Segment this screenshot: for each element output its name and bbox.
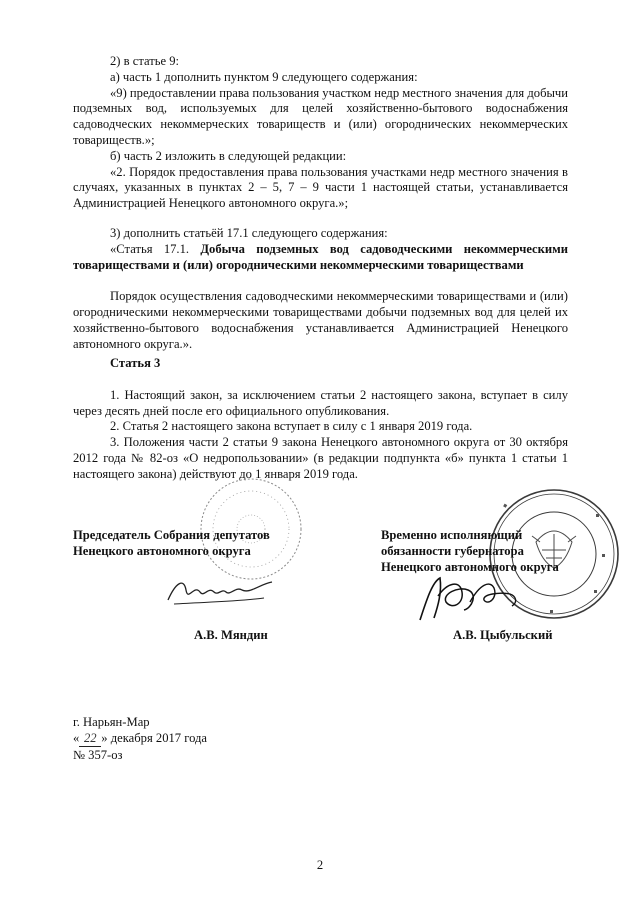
part-2-text: «2. Порядок предоставления права пользования участками недр местного значения в случаях, указанных в пунктах 2 – 5, 7 – 9 части 1 настоящей статьи, устанавливается Администрацией Ненецкого автономного округа.»;: [73, 164, 568, 211]
footer-date: « 22 » декабря 2017 года: [73, 731, 208, 745]
sub-item-b: б) часть 2 изложить в следующей редакции:: [110, 148, 347, 163]
left-signatory-name: А.В. Мяндин: [194, 628, 268, 642]
footer-date-day: 22: [79, 730, 101, 747]
article-17-1-heading: [73, 242, 568, 274]
article-3-heading: Статья 3: [110, 356, 161, 370]
footer-city: г. Нарьян-Мар: [73, 715, 150, 729]
article-17-1-body: Порядок осуществления садоводческими некоммерческими товариществами и (или) огородническими некоммерческими товариществами добычи подземных вод для целей их хозяйственно-бытового водоснабжения устанавливается Администрацией Ненецкого автономного округа.».: [73, 289, 568, 351]
article-17-1-prefix: «Статья 17.1.: [110, 241, 201, 256]
article-17-1-title: Добыча подземных вод садоводческими некоммерческими товариществами и (или) огородническими некоммерческими товариществами: [73, 241, 568, 272]
right-signatory-name: А.В. Цыбульский: [453, 628, 553, 642]
page-number: 2: [316, 858, 324, 872]
sub-item-a: а) часть 1 дополнить пунктом 9 следующего содержания:: [110, 69, 418, 84]
footer-law-number: № 357-оз: [73, 748, 123, 762]
right-signature: [412, 572, 522, 624]
article-3-paragraph-3: 3. Положения части 2 статьи 9 закона Ненецкого автономного округа от 30 октября 2012 года № 82-оз «О недропользовании» (в редакции подпункта «б» пункта 1 статьи 1 настоящего закона) действуют до 1 января 2019 года.: [73, 435, 568, 481]
item-2: 2) в статье 9:: [110, 54, 180, 68]
item-3: 3) дополнить статьёй 17.1 следующего содержания:: [110, 225, 388, 240]
left-signatory-title: Председатель Собрания депутатов Ненецкого автономного округа: [73, 528, 270, 558]
footer-block: [73, 714, 207, 763]
article-2-continuation: [73, 54, 568, 353]
left-signature: [164, 572, 282, 612]
point-9-text: «9) предоставлении права пользования участком недр местного значения для добычи подземных вод, используемых для целей хозяйственно-бытового водоснабжения садоводческих некоммерческих товариществ и (или) огороднических некоммерческих товариществ.»;: [73, 85, 569, 147]
article-3-paragraph-2: 2. Статья 2 настоящего закона вступает в силу с 1 января 2019 года.: [110, 419, 473, 434]
article-3: [73, 356, 568, 483]
right-signatory-title: Временно исполняющий обязанности губернатора Ненецкого автономного округа: [381, 528, 559, 574]
article-3-paragraph-1: 1. Настоящий закон, за исключением статьи 2 настоящего закона, вступает в силу через десять дней после его официального опубликования.: [73, 387, 568, 418]
